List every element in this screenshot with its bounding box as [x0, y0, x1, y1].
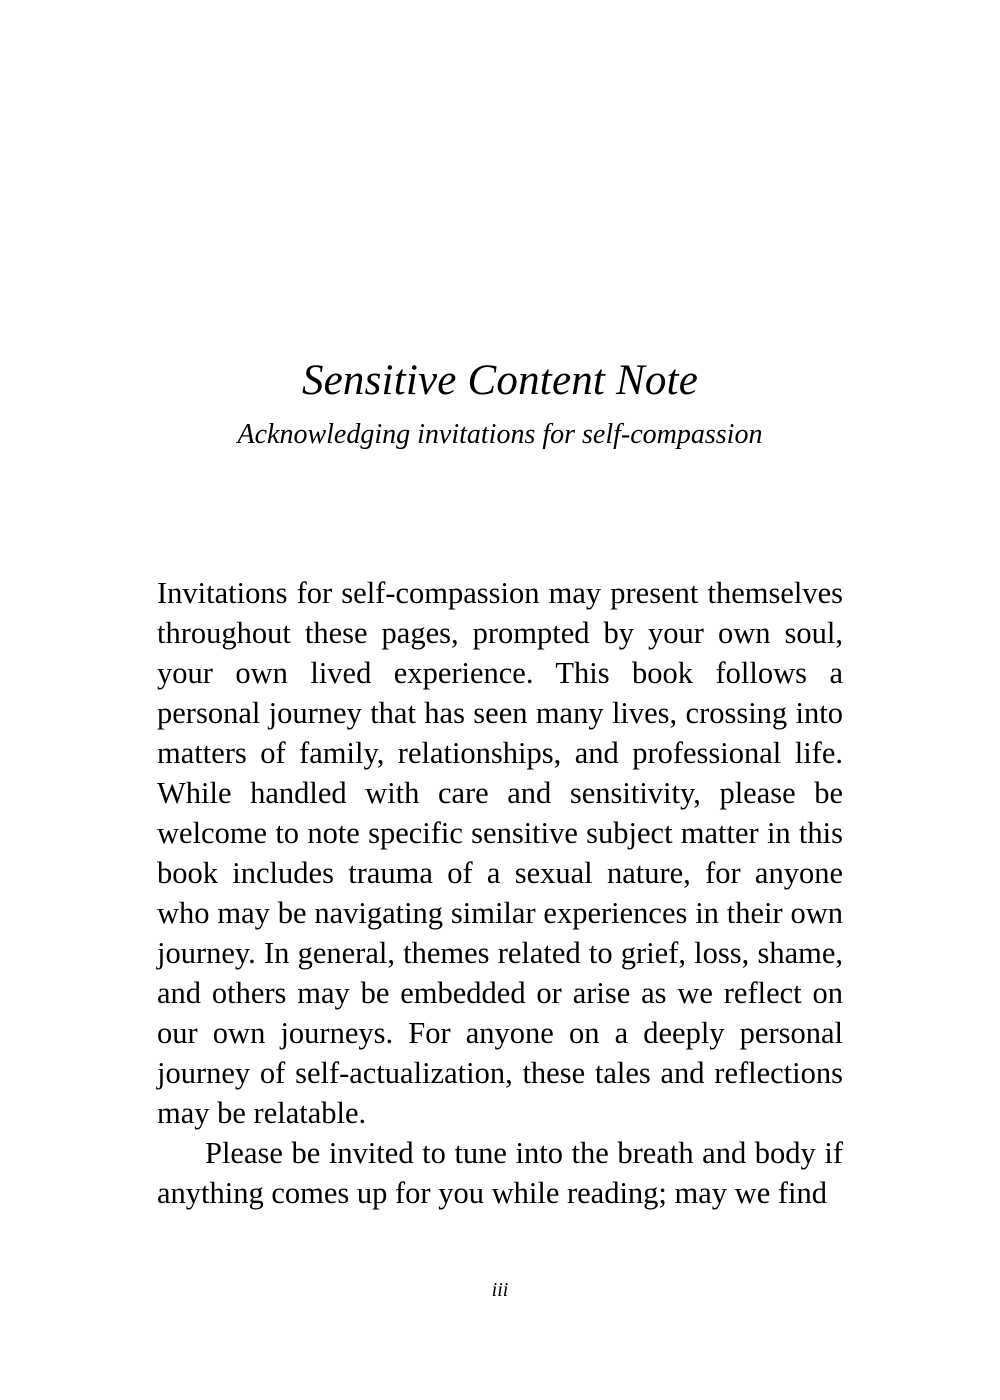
- page-number: iii: [491, 1279, 509, 1301]
- page-subtitle: Acknowledging invitations for self-compassion: [237, 419, 763, 450]
- paragraph: Please be invited to tune into the breath and body if anything comes up for you while reading; may we find: [157, 1136, 843, 1210]
- page-title: Sensitive Content Note: [301, 357, 699, 404]
- page-heading: [0, 356, 1000, 452]
- body-text: [157, 573, 843, 1213]
- paragraph: Invitations for self-compassion may present themselves throughout these pages, prompted by your own soul, your own lived experience. This book follows a personal journey that has seen many lives, crossing into matters of family, relationships, and professional life. While handled with care and sensitivity, please be welcome to note specific sensitive subject matter in this book includes trauma of a sexual nature, for anyone who may be navigating similar experiences in their own journey. In general, themes related to grief, loss, shame, and others may be embedded or arise as we reflect on our own journeys. For anyone on a deeply personal journey of self-actualization, these tales and reflections may be relatable.: [157, 576, 843, 1130]
